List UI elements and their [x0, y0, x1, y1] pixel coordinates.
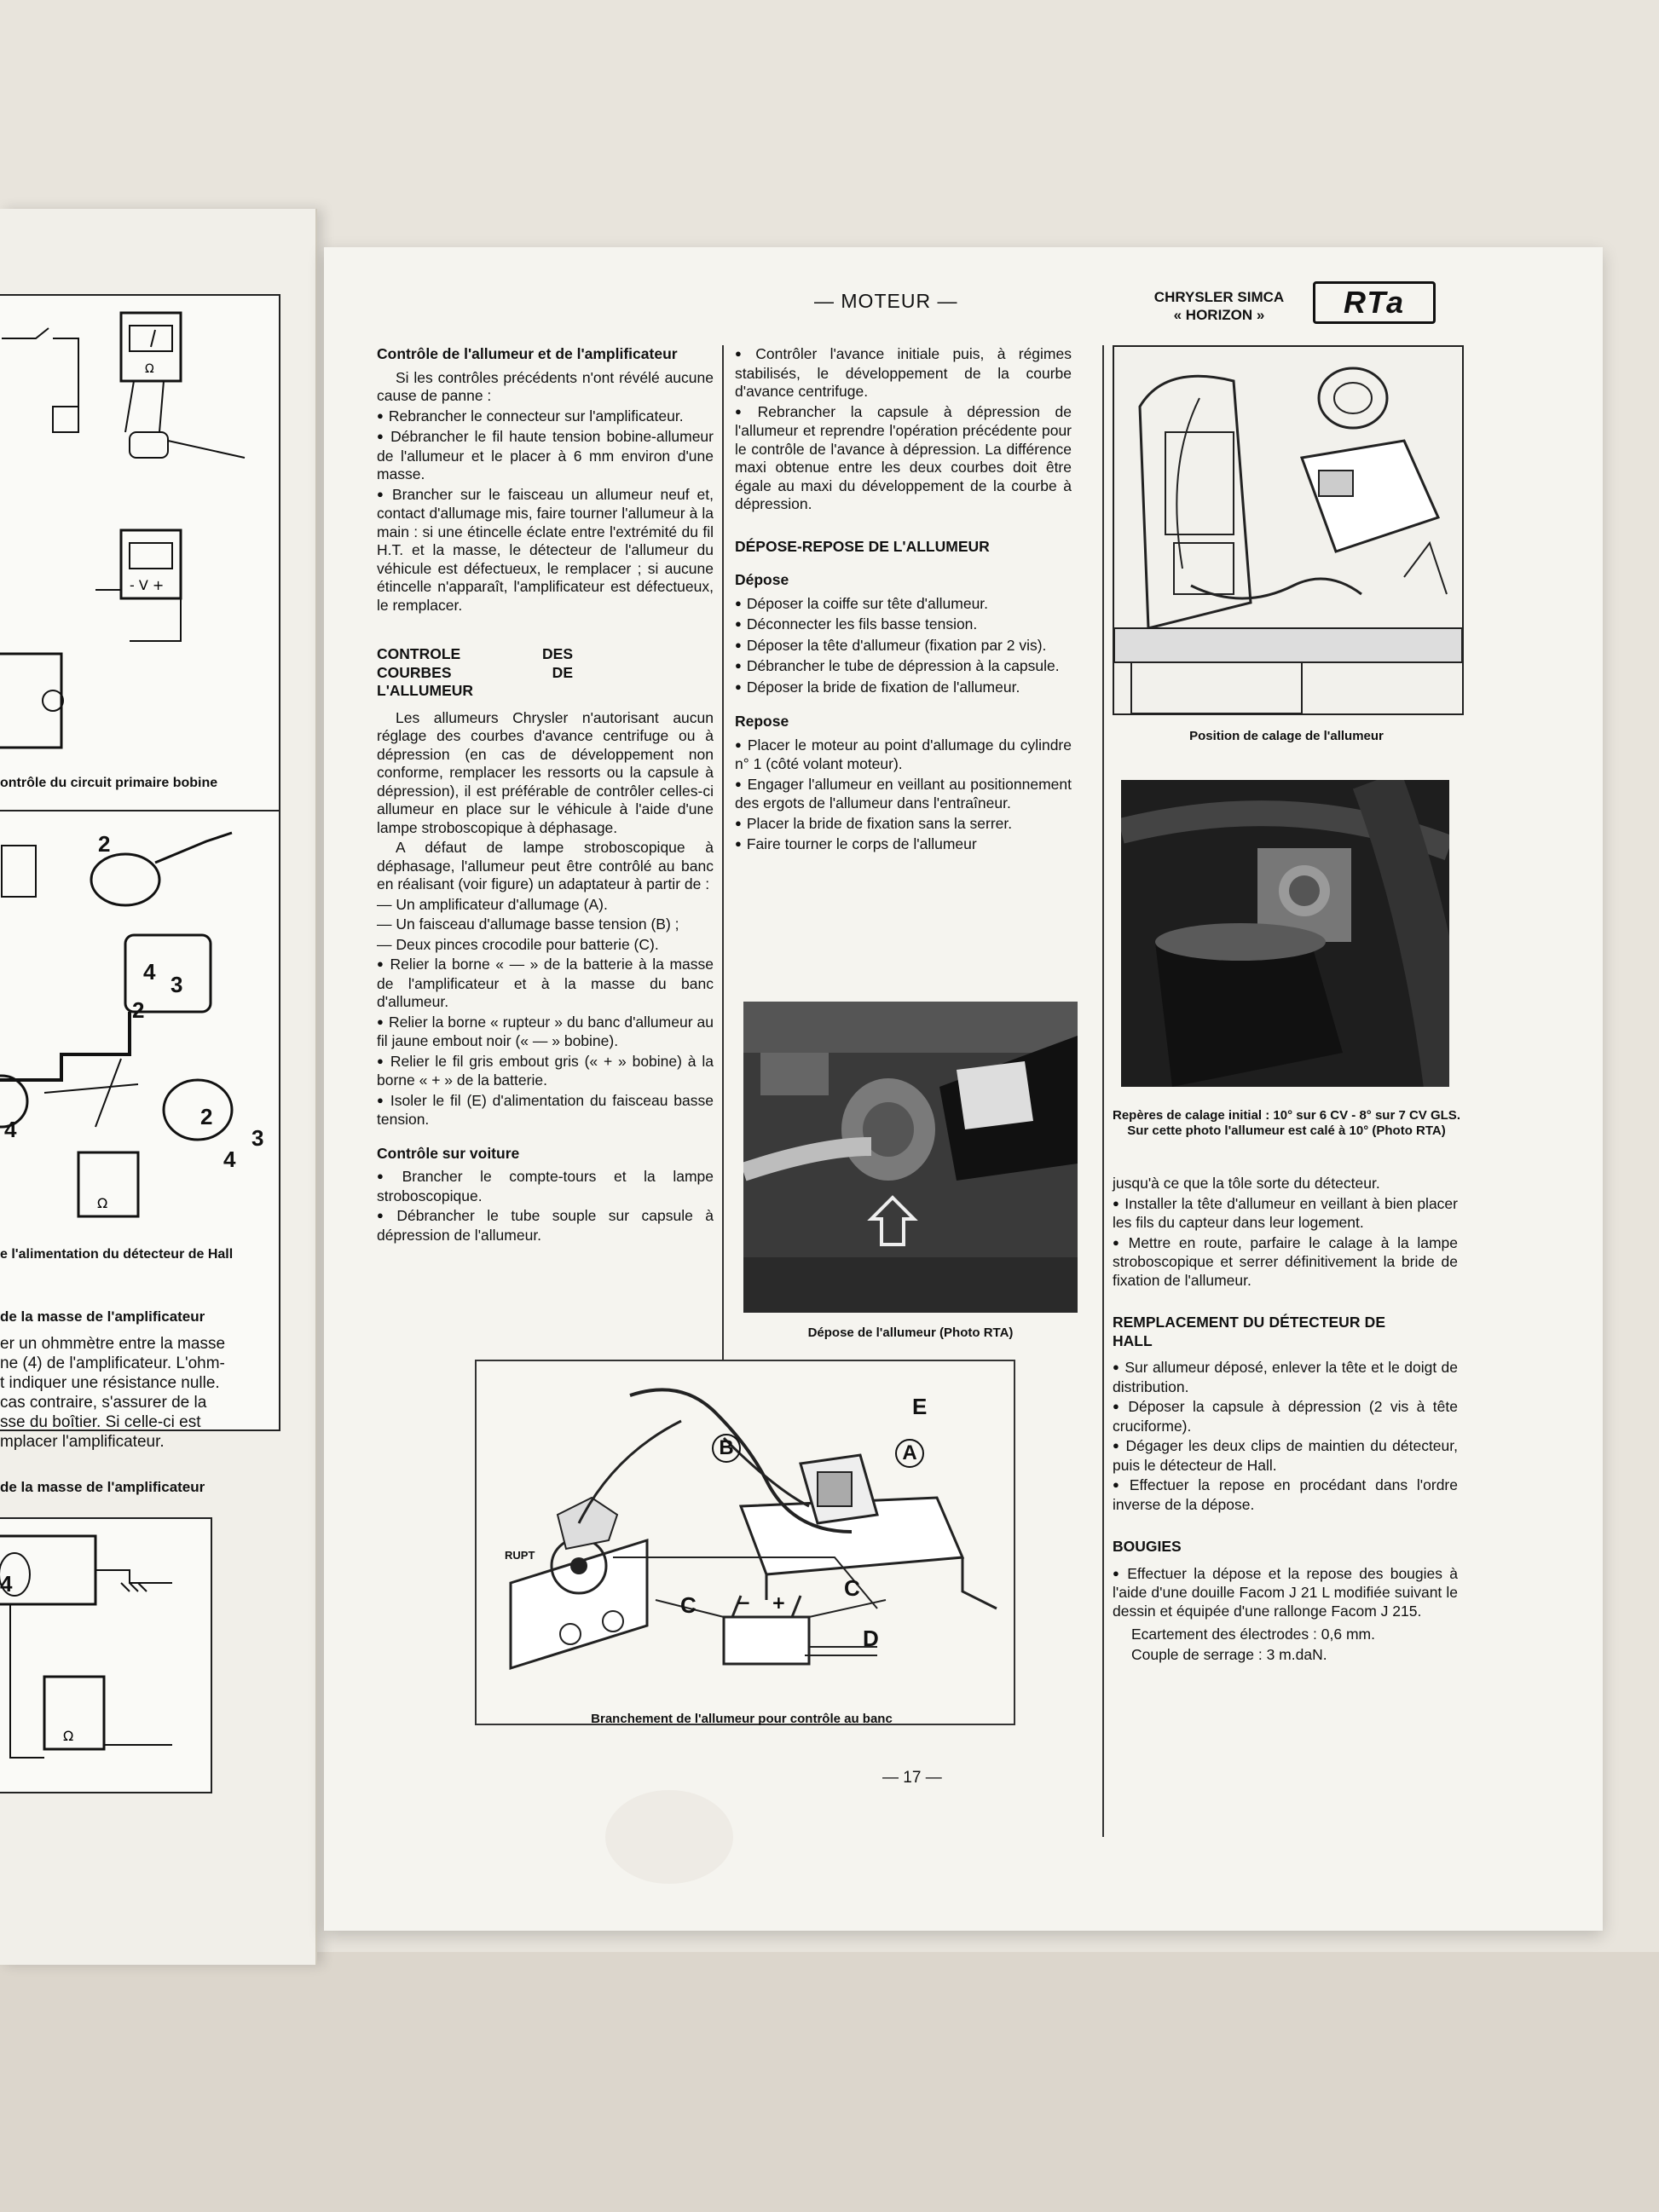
bullet-text: Débrancher le fil haute tension bobine-allumeur de l'allumeur et le placer à 6 mm environ d'une masse.	[377, 428, 714, 482]
dash-item: — Un amplificateur d'allumage (A).	[377, 895, 608, 913]
brand-line-1: CHRYSLER SIMCA	[1153, 289, 1285, 305]
bullet-item	[1113, 1359, 1458, 1396]
bullet-text: Rebrancher la capsule à dépression de l'allumeur et reprendre l'opération précédente pour le contrôle de l'avance à dépression. La différence maxi obtenue entre les deux courbes doit être égale au maxi du développement de la courbe à dépression.	[735, 402, 1072, 512]
bullet-item	[735, 615, 1072, 635]
brand-line-2: « HORIZON »	[1173, 307, 1265, 323]
bench-diagram	[477, 1361, 1014, 1724]
bullet-text: Débrancher le tube de dépression à la capsule.	[746, 657, 1060, 674]
bullet-item	[377, 1168, 714, 1205]
bullet-text: Déconnecter les fils basse tension.	[746, 615, 978, 632]
left-label-2c: 2	[200, 1104, 213, 1129]
left-label-2a: 2	[98, 831, 111, 857]
photo-reperes-calage	[1121, 780, 1449, 1087]
left-label-4c: 4	[223, 1146, 236, 1172]
left-label-3a: 3	[171, 972, 183, 997]
page-header-brand	[1138, 288, 1300, 324]
dash-item: — Un faisceau d'allumage basse tension (B) ;	[377, 915, 679, 933]
bullet-item	[1113, 1195, 1458, 1233]
table-surface	[0, 1952, 1659, 2212]
bench-label-e: E	[912, 1394, 928, 1419]
bullet-text: Mettre en route, parfaire le calage à la lampe stroboscopique et serrer définitivement la bride de fixation de l'allumeur.	[1113, 1233, 1458, 1289]
column-3	[1113, 1175, 1458, 1666]
bench-label-d: D	[863, 1626, 879, 1651]
bullet-text: Placer la bride de fixation sans la serrer.	[746, 814, 1013, 832]
bullet-item	[377, 486, 714, 615]
left-label-4a: 4	[143, 959, 156, 985]
bullet-item	[735, 403, 1072, 514]
bullet-item	[1113, 1398, 1458, 1435]
heading-repose: Repose	[735, 713, 789, 730]
caption-calage: Position de calage de l'allumeur	[1189, 729, 1384, 743]
bullet-item	[377, 1053, 714, 1090]
bullet-text: Déposer la tête d'allumeur (fixation par 2 vis).	[746, 636, 1047, 654]
bullet-item	[1113, 1437, 1458, 1475]
bullet-item	[1113, 1476, 1458, 1514]
caption-photo-depose: Dépose de l'allumeur (Photo RTA)	[807, 1325, 1014, 1340]
main-page	[324, 247, 1603, 1931]
bullet-item	[377, 428, 714, 484]
text-paragraph: Les allumeurs Chrysler n'autorisant aucun réglage des courbes d'avance centrifuge ou à dépression (en cas de développement non conforme, remplacer les ressorts ou la capsule à dépression), il est préférable de contrôler celles-ci allumeur en place sur le véhicule à l'aide d'une lampe stroboscopique à déphasage.	[377, 708, 714, 836]
left-facing-page	[0, 209, 317, 1965]
page-stain	[605, 1790, 733, 1884]
bullet-text: Faire tourner le corps de l'allumeur	[746, 835, 977, 852]
svg-text:+: +	[772, 1592, 786, 1613]
bullet-text: Déposer la bride de fixation de l'allumeur.	[746, 678, 1020, 696]
bullet-text: Sur allumeur déposé, enlever la tête et le doigt de distribution.	[1113, 1359, 1459, 1395]
bullet-text: Rebrancher le connecteur sur l'amplificateur.	[388, 407, 684, 424]
page-header-title: — MOTEUR —	[814, 290, 958, 312]
bullet-text: Isoler le fil (E) d'alimentation du faisceau basse tension.	[377, 1091, 714, 1128]
column-2	[735, 345, 1072, 857]
bench-label-c1: C	[680, 1592, 697, 1618]
bullet-text: Déposer la coiffe sur tête d'allumeur.	[746, 594, 989, 612]
left-label-3b: 3	[251, 1125, 264, 1151]
bullet-item	[1113, 1565, 1458, 1621]
bullet-item	[377, 1092, 714, 1129]
bullet-text: Brancher sur le faisceau un allumeur neuf et, contact d'allumage mis, faire tourner l'allumeur à la main : si une étincelle éclate entre l'extrémité du fil H.T. et la masse, le détecteur de l'allumeur du véhicule est défectueux, le remplacer ; si aucune étincelle n'apparaît, l'amplificateur est défectueux, le remplacer.	[377, 485, 714, 614]
bullet-item	[1113, 1234, 1458, 1291]
bullet-text: Déposer la capsule à dépression (2 vis à tête cruciforme).	[1113, 1398, 1458, 1435]
left-heading-amplifier-ground-2: de la masse de l'amplificateur	[0, 1479, 205, 1495]
left-caption-primary-circuit: ontrôle du circuit primaire bobine	[0, 776, 218, 790]
bullet-text: Débrancher le tube souple sur capsule à dépression de l'allumeur.	[377, 1207, 714, 1244]
bullet-text: Installer la tête d'allumeur en veillant à bien placer les fils du capteur dans leur logement.	[1113, 1194, 1458, 1231]
photo-reperes-image	[1121, 780, 1449, 1087]
column-1	[377, 345, 714, 1246]
heading-depose: Dépose	[735, 571, 789, 588]
bullet-item	[735, 345, 1072, 401]
ground-check-diagram	[0, 1519, 211, 1792]
bullet-item	[735, 679, 1072, 698]
text-paragraph: Si les contrôles précédents n'ont révélé aucune cause de panne :	[377, 368, 714, 404]
bullet-text: Effectuer la dépose et la repose des bougies à l'aide d'une douille Facom J 21 L modifiée suivant le dessin et équipée d'une rallonge Facom J 215.	[1113, 1564, 1458, 1620]
calage-drawing	[1114, 347, 1462, 713]
text-ecartement: Ecartement des électrodes : 0,6 mm.	[1131, 1626, 1375, 1643]
svg-text:−: −	[737, 1592, 751, 1613]
dash-item: — Deux pinces crocodile pour batterie (C).	[377, 935, 659, 953]
svg-text:Ω: Ω	[63, 1728, 74, 1744]
left-text-amplifier-ground: er un ohmmètre entre la masse ne (4) de l'amplificateur. L'ohm- t indiquer une résistance nulle. cas contraire, s'assurer de la sse du boîtier. Si celle-ci est mplacer l'amplificateur.	[0, 1335, 226, 1451]
left-heading-amplifier-ground: de la masse de l'amplificateur	[0, 1308, 205, 1325]
figure-branchement-banc	[475, 1360, 1015, 1725]
photo-depose-image	[743, 1002, 1078, 1313]
left-label-4b: 4	[4, 1117, 17, 1142]
heading-bougies: BOUGIES	[1113, 1538, 1182, 1555]
bullet-text: Brancher le compte-tours et la lampe stroboscopique.	[377, 1168, 714, 1204]
bullet-item	[735, 815, 1072, 835]
bullet-item	[735, 776, 1072, 813]
bullet-text: Relier le fil gris embout gris (« + » bobine) à la borne « + » de la batterie.	[377, 1052, 714, 1089]
rta-logo: RTa	[1313, 281, 1436, 324]
left-label-4d: 4	[0, 1571, 13, 1597]
bullet-item	[377, 407, 714, 427]
svg-text:Ω: Ω	[145, 362, 154, 376]
bullet-text: Placer le moteur au point d'allumage du cylindre n° 1 (côté volant moteur).	[735, 736, 1072, 772]
bullet-text: Dégager les deux clips de maintien du détecteur, puis le détecteur de Hall.	[1113, 1437, 1458, 1474]
bench-label-b: B	[712, 1434, 741, 1463]
bench-label-a: A	[895, 1439, 924, 1468]
bullet-item	[377, 1207, 714, 1245]
text-paragraph: A défaut de lampe stroboscopique à déphasage, l'allumeur peut être contrôlé au banc en réalisant (voir figure) un adaptateur à partir de :	[377, 839, 714, 892]
caption-branchement-banc: Branchement de l'allumeur pour contrôle au banc	[591, 1712, 893, 1726]
text-couple-serrage: Couple de serrage : 3 m.daN.	[1131, 1645, 1327, 1663]
svg-text:Ω: Ω	[97, 1195, 108, 1211]
bullet-item	[377, 956, 714, 1012]
figure-calage-allumeur	[1113, 345, 1464, 715]
bullet-item	[735, 637, 1072, 656]
bullet-text: Relier la borne « rupteur » du banc d'allumeur au fil jaune embout noir (« — » bobine).	[377, 1013, 714, 1049]
bullet-item	[735, 657, 1072, 677]
bullet-item	[377, 1014, 714, 1051]
bullet-text: Contrôler l'avance initiale puis, à régimes stabilisés, le développement de la courbe d'avance centrifuge.	[735, 345, 1072, 400]
heading-controle-courbes: CONTROLE DES COURBES DE L'ALLUMEUR	[377, 645, 573, 699]
bullet-text: Relier la borne « — » de la batterie à la masse de l'amplificateur et à la masse du banc d'allumeur.	[377, 956, 714, 1010]
bench-label-c2: C	[844, 1575, 860, 1601]
heading-controle-voiture: Contrôle sur voiture	[377, 1144, 520, 1162]
text-paragraph: jusqu'à ce que la tôle sorte du détecteur.	[1113, 1175, 1380, 1192]
photo-depose-allumeur	[743, 1002, 1078, 1313]
bullet-item	[735, 835, 1072, 855]
bullet-text: Engager l'allumeur en veillant au positionnement des ergots de l'allumeur dans l'entraîneur.	[735, 775, 1072, 811]
bench-label-rupt: RUPT	[505, 1549, 535, 1562]
column-divider-2	[1102, 345, 1104, 1837]
heading-controle-allumeur: Contrôle de l'allumeur et de l'amplificateur	[377, 345, 678, 362]
heading-remplacement-hall: REMPLACEMENT DU DÉTECTEUR DE HALL	[1113, 1314, 1385, 1349]
bullet-item	[735, 595, 1072, 615]
bullet-text: Effectuer la repose en procédant dans l'ordre inverse de la dépose.	[1113, 1476, 1458, 1513]
left-caption-hall-supply: e l'alimentation du détecteur de Hall	[0, 1247, 234, 1262]
heading-depose-repose: DÉPOSE-REPOSE DE L'ALLUMEUR	[735, 537, 990, 555]
page-number: — 17 —	[882, 1769, 942, 1787]
left-diagram-frame-bottom	[0, 1517, 212, 1793]
left-label-2b: 2	[132, 997, 145, 1023]
svg-text:- V +: - V +	[130, 577, 165, 593]
bullet-item	[735, 736, 1072, 774]
caption-reperes-calage: Repères de calage initial : 10° sur 6 CV - 8° sur 7 CV GLS. Sur cette photo l'allumeur est calé à 10° (Photo RTA)	[1113, 1108, 1460, 1138]
